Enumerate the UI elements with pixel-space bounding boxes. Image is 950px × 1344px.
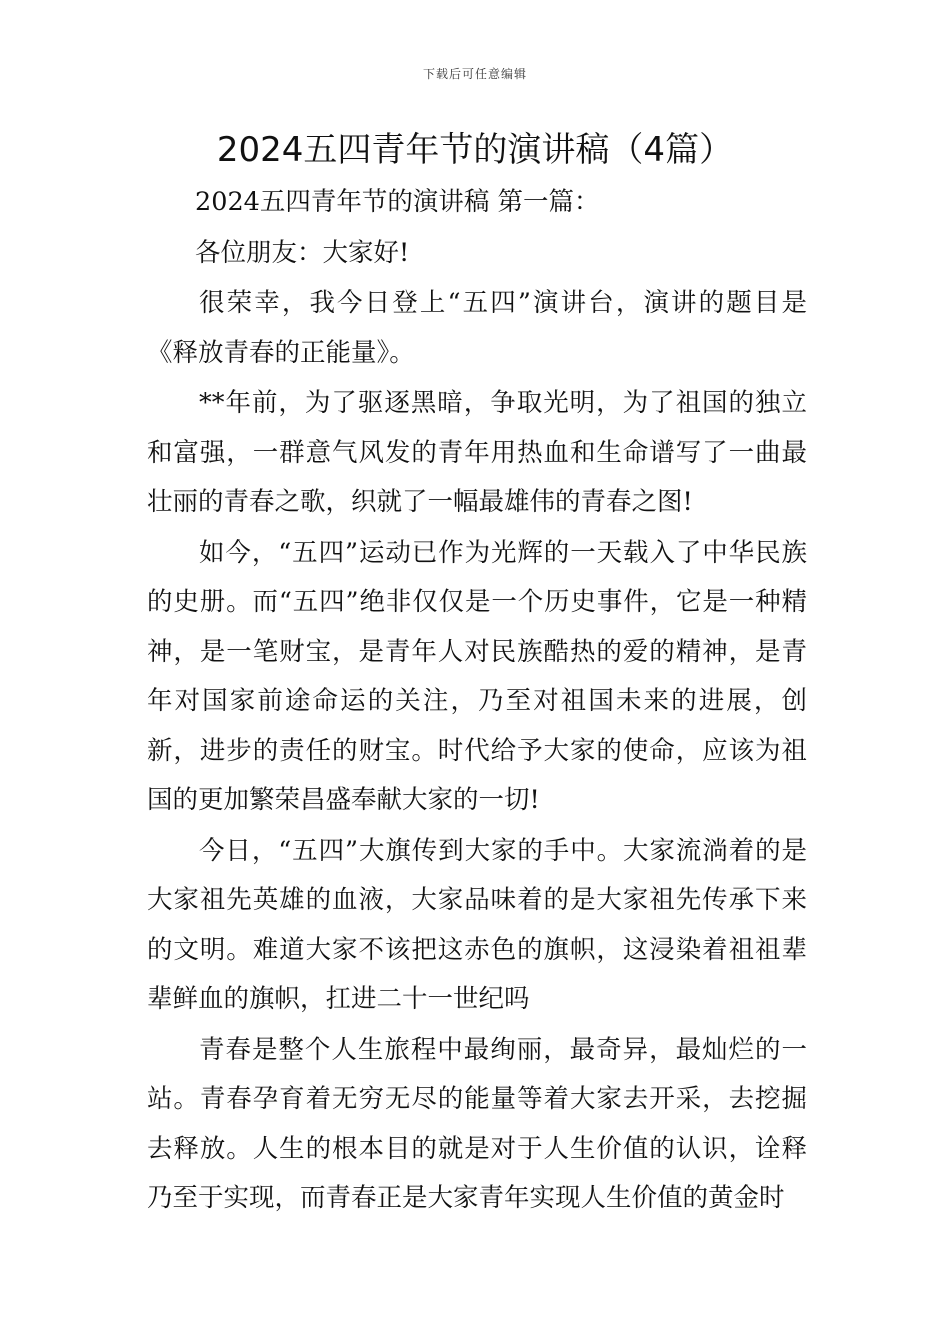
- paragraph: 如今，“五四”运动已作为光辉的一天载入了中华民族的史册。而“五四”绝非仅仅是一个历史事件，它是一种精神，是一笔财宝，是青年人对民族酷热的爱的精神，是青年对国家前途命运的关注，乃至对祖国未来的进展，创新，进步的责任的财宝。时代给予大家的使命，应该为祖国的更加繁荣昌盛奉献大家的一切!: [147, 537, 807, 815]
- header-note: 下载后可任意编辑: [422, 67, 527, 81]
- paragraph: 青春是整个人生旅程中最绚丽，最奇异，最灿烂的一站。青春孕育着无穷无尽的能量等着大家去开采，去挖掘去释放。人生的根本目的就是对于人生价值的认识，诠释乃至于实现，而青春正是大家青年实现人生价值的黄金时: [147, 1034, 807, 1213]
- greeting-line: 各位朋友：大家好!: [195, 237, 410, 268]
- section-subtitle: 2024五四青年节的演讲稿 第一篇：: [195, 187, 600, 217]
- document-body: [147, 178, 807, 1224]
- document-title: 2024五四青年节的演讲稿（4篇）: [216, 130, 734, 170]
- paragraph: **年前，为了驱逐黑暗，争取光明，为了祖国的独立和富强，一群意气风发的青年用热血和生命谱写了一曲最壮丽的青春之歌，织就了一幅最雄伟的青春之图!: [147, 388, 807, 517]
- paragraph: 今日，“五四”大旗传到大家的手中。大家流淌着的是大家祖先英雄的血液，大家品味着的是大家祖先传承下来的文明。难道大家不该把这赤色的旗帜，这浸染着祖祖辈辈鲜血的旗帜，扛进二十一世纪吗: [147, 835, 807, 1014]
- paragraph: 很荣幸，我今日登上“五四”演讲台，演讲的题目是《释放青春的正能量》。: [147, 288, 807, 368]
